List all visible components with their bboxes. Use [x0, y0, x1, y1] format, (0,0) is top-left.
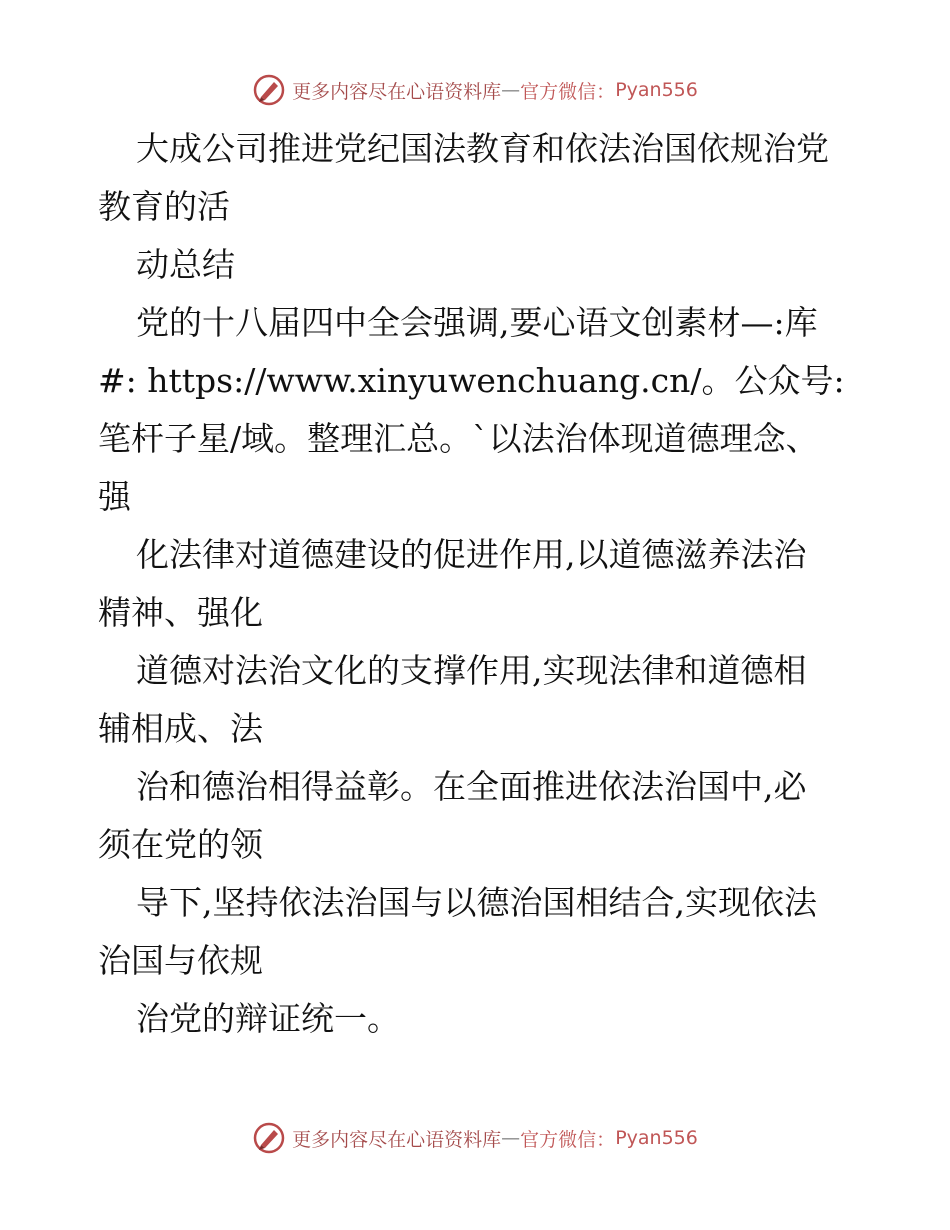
text-line-9: 精神、强化	[98, 593, 263, 632]
banner-main-text: 更多内容尽在心语资料库	[292, 80, 502, 103]
text-line-15: 治国与依规	[98, 941, 263, 980]
footer-banner	[0, 1118, 950, 1158]
text-line-7: 强	[98, 477, 131, 516]
text-line-14: 导下,坚持依法治国与以德治国相结合,实现依法	[136, 883, 817, 922]
text-line-5: #: https://www.xinyuwenchuang.cn/。公众号:	[98, 361, 845, 400]
banner-wechat-id: Pyan556	[615, 79, 698, 101]
text-line-12: 治和德治相得益彰。在全面推进依法治国中,必	[136, 767, 807, 806]
banner-separator: —	[501, 79, 521, 101]
banner-main-text: 更多内容尽在心语资料库	[292, 1128, 502, 1151]
header-banner	[0, 70, 950, 110]
pen-logo-icon	[252, 73, 286, 107]
pen-logo-icon	[252, 1121, 286, 1155]
text-line-10: 道德对法治文化的支撑作用,实现法律和道德相	[136, 651, 807, 690]
text-line-13: 须在党的领	[98, 825, 263, 864]
banner-separator: —	[501, 1127, 521, 1149]
text-line-16: 治党的辩证统一。	[136, 999, 400, 1038]
banner-wechat-label: 官方微信：	[520, 80, 616, 103]
text-line-title-3: 动总结	[136, 245, 235, 284]
text-line-title-2: 教育的活	[98, 187, 230, 226]
text-line-4: 党的十八届四中全会强调,要心语文创素材—:库	[136, 303, 818, 342]
text-line-8: 化法律对道德建设的促进作用,以道德滋养法治	[136, 535, 807, 574]
document-body	[98, 120, 858, 1048]
text-line-6: 笔杆子星/域。整理汇总。`以法治体现道德理念、	[98, 419, 819, 458]
text-line-11: 辅相成、法	[98, 709, 263, 748]
banner-wechat-label: 官方微信：	[520, 1128, 616, 1151]
banner-wechat-id: Pyan556	[615, 1127, 698, 1149]
text-line-title-1: 大成公司推进党纪国法教育和依法治国依规治党	[136, 129, 829, 168]
